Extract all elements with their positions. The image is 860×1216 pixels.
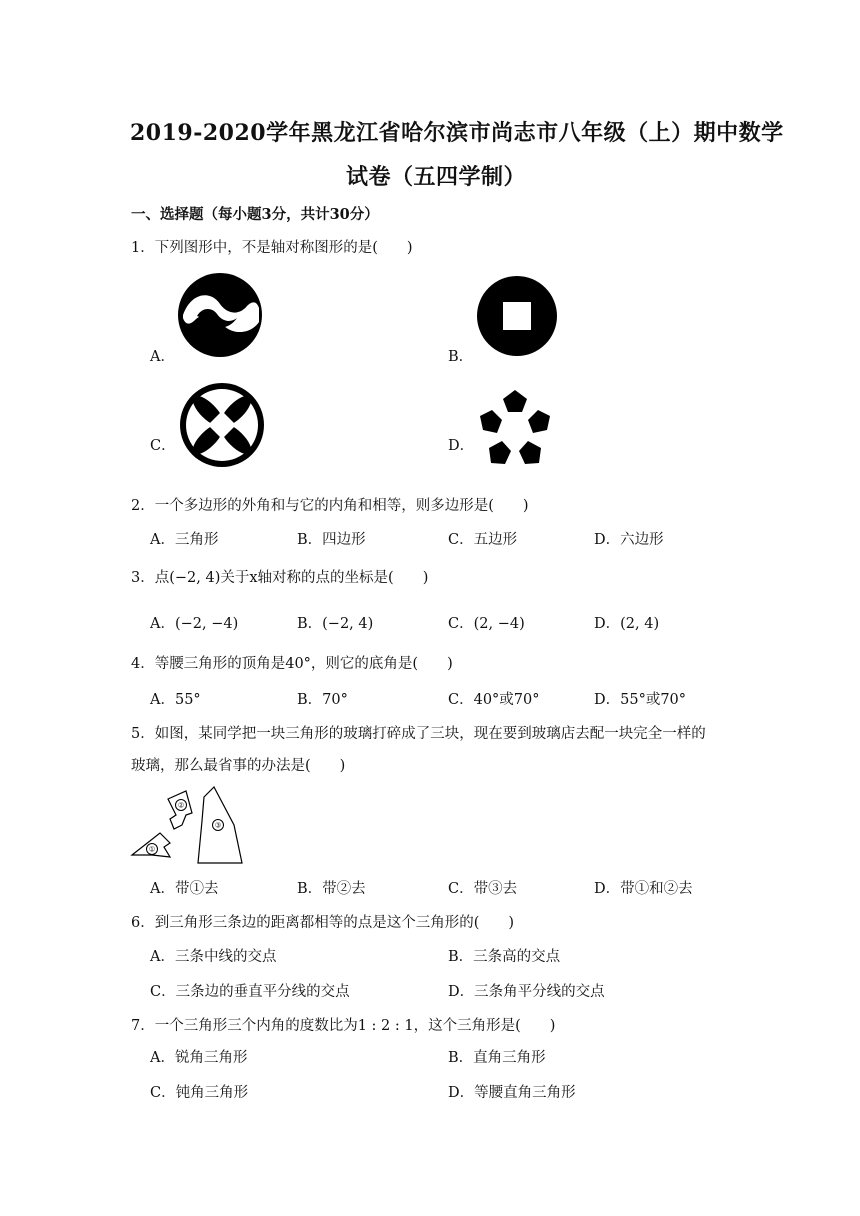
glass-label-3: ③ (214, 821, 222, 830)
q6-option-b: B．三条高的交点 (448, 949, 561, 965)
q4-option-c: C．40°或70° (448, 692, 540, 708)
section-heading: 一、选择题（每小题3分，共计30分） (131, 206, 379, 223)
page-title-line2: 试卷（五四学制） (346, 164, 527, 190)
q2-option-d: D．六边形 (594, 532, 664, 548)
q7-option-d: D．等腰直角三角形 (448, 1085, 576, 1101)
q3-option-b: B．(−2, 4) (297, 616, 374, 632)
question-5-text-line1: 5．如图，某同学把一块三角形的玻璃打碎成了三块，现在要到玻璃店去配一块完全一样的 (131, 726, 706, 742)
q4-option-a: A．55° (150, 692, 201, 708)
figure-broken-glass (130, 785, 248, 867)
q1-option-d: D． (448, 438, 475, 454)
figure-c-flower-circle (178, 381, 266, 469)
q5-option-a: A．带①去 (150, 881, 219, 897)
question-7-text: 7．一个三角形三个内角的度数比为1 : 2 : 1，这个三角形是( ) (131, 1018, 556, 1034)
page-title-line1: 2019-2020学年黑龙江省哈尔滨市尚志市八年级（上）期中数学 (130, 120, 784, 146)
q5-option-c: C．带③去 (448, 881, 518, 897)
q2-option-b: B．四边形 (297, 532, 366, 548)
q2-option-a: A．三角形 (150, 532, 219, 548)
figure-d-pentagon-ring (476, 388, 554, 466)
q3-option-d: D．(2, 4) (594, 616, 660, 632)
question-2-text: 2．一个多边形的外角和与它的内角和相等，则多边形是( ) (131, 498, 529, 514)
q3-option-a: A．(−2, −4) (150, 616, 239, 632)
question-3-text: 3．点(−2, 4)关于x轴对称的点的坐标是( ) (131, 570, 429, 586)
q3-option-c: C．(2, −4) (448, 616, 525, 632)
q1-option-b: B． (448, 349, 474, 365)
figure-b-coin (476, 275, 558, 357)
question-4-text: 4．等腰三角形的顶角是40°，则它的底角是( ) (131, 656, 453, 672)
q5-option-d: D．带①和②去 (594, 881, 693, 897)
figure-a-wave-circle (177, 272, 263, 358)
q7-option-a: A．锐角三角形 (150, 1050, 248, 1066)
q1-option-c: C． (150, 438, 176, 454)
q6-option-c: C．三条边的垂直平分线的交点 (150, 984, 350, 1000)
glass-label-2: ② (177, 801, 185, 810)
q4-option-b: B．70° (297, 692, 348, 708)
question-5-text-line2: 玻璃，那么最省事的办法是( ) (131, 758, 346, 774)
q6-option-d: D．三条角平分线的交点 (448, 984, 605, 1000)
question-1-text: 1．下列图形中，不是轴对称图形的是( ) (131, 240, 413, 256)
q5-option-b: B．带②去 (297, 881, 366, 897)
q2-option-c: C．五边形 (448, 532, 518, 548)
question-6-text: 6．到三角形三条边的距离都相等的点是这个三角形的( ) (131, 915, 515, 931)
q7-option-b: B．直角三角形 (448, 1050, 546, 1066)
q7-option-c: C．钝角三角形 (150, 1085, 249, 1101)
glass-label-1: ① (148, 845, 156, 854)
q1-option-a: A． (150, 349, 175, 365)
q6-option-a: A．三条中线的交点 (150, 949, 277, 965)
q4-option-d: D．55°或70° (594, 692, 687, 708)
